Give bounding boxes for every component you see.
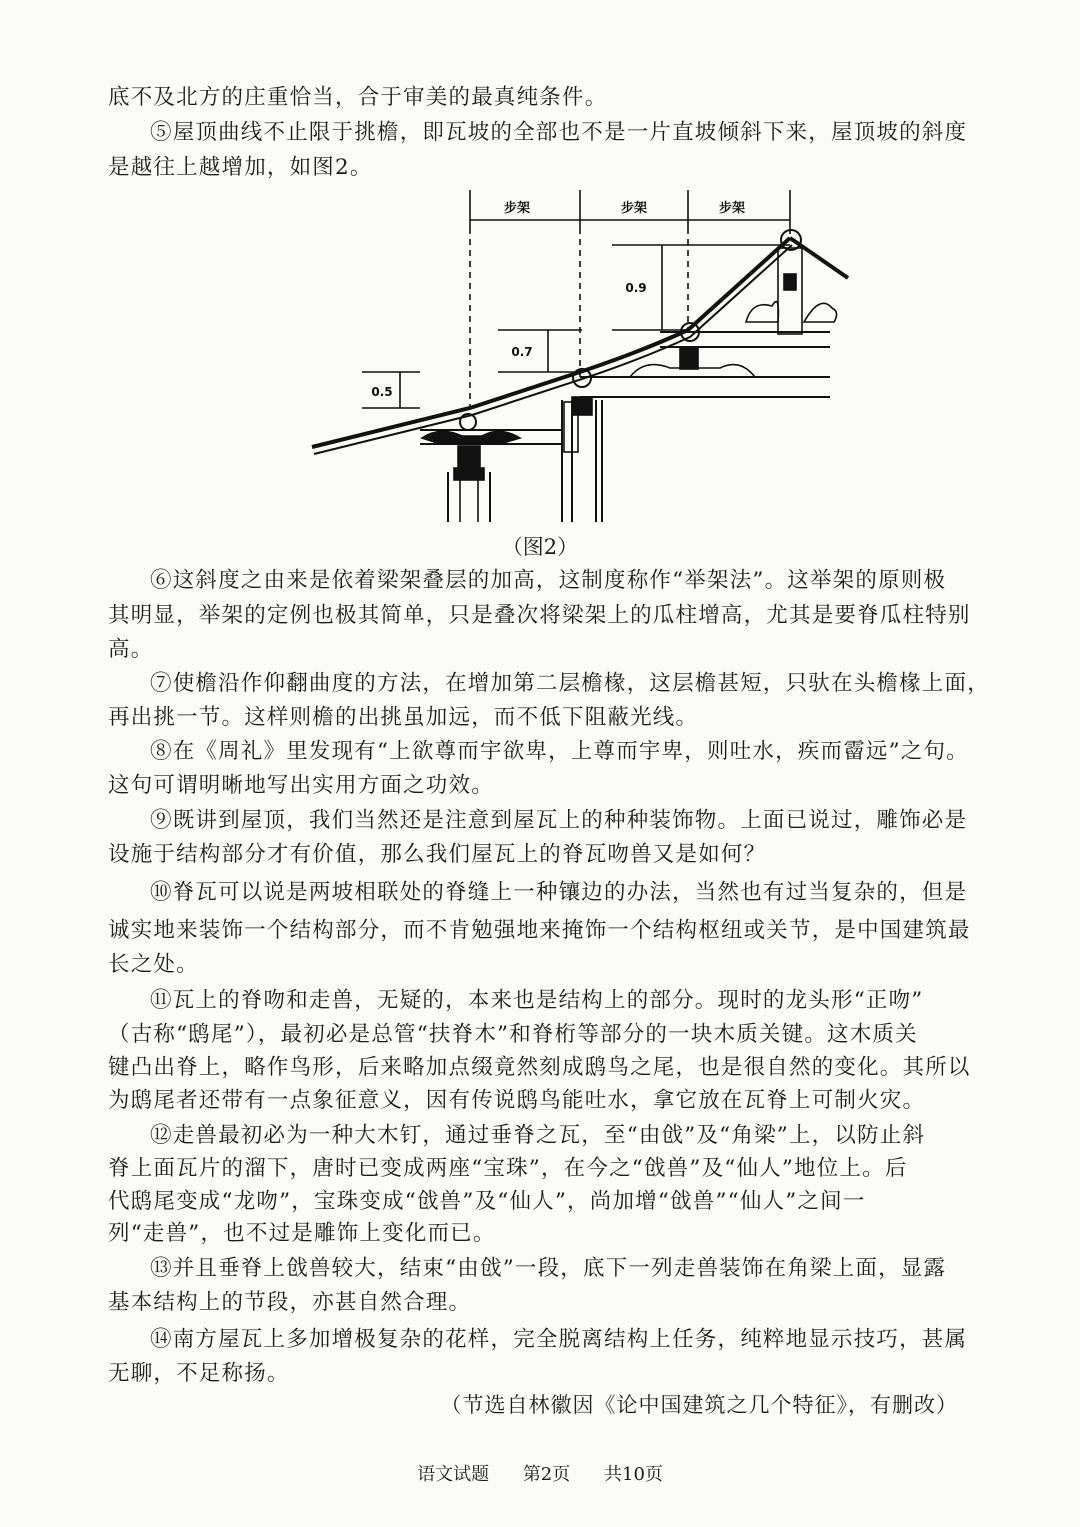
paragraph-12-line-3: 代鸱尾变成“龙吻”，宝珠变成“戗兽”及“仙人”，尚加增“戗兽”“仙人”之间一 <box>108 1189 866 1214</box>
paragraph-11-line-1: ⑪瓦上的脊吻和走兽，无疑的，本来也是结构上的部分。现时的龙头形“正吻” <box>150 988 924 1013</box>
paragraph-10-line-3: 长之处。 <box>108 952 199 977</box>
footer-total-pages: 共10页 <box>604 1464 663 1485</box>
paragraph-13-line-2: 基本结构上的节段，亦甚自然合理。 <box>108 1290 472 1315</box>
rise-label-0-7: 0.7 <box>511 345 533 359</box>
text-line: 底不及北方的庄重恰当，合于审美的最真纯条件。 <box>108 85 608 110</box>
paragraph-8-line-1: ⑧在《周礼》里发现有“上欲尊而宇欲卑，上尊而宇卑，则吐水，疾而霤远”之句。 <box>150 739 969 764</box>
paragraph-12-line-2: 脊上面瓦片的溜下，唐时已变成两座“宝珠”，在今之“戗兽”及“仙人”地位上。后 <box>108 1156 908 1181</box>
paragraph-7-line-1: ⑦使檐沿作仰翻曲度的方法，在增加第二层檐椽，这层檐甚短，只驮在头檐椽上面， <box>150 671 990 696</box>
paragraph-6-line-2: 其明显，举架的定例也极其简单，只是叠次将梁架上的瓜柱增高，尤其是要脊瓜柱特别 <box>108 603 971 628</box>
paragraph-9-line-1: ⑨既讲到屋顶，我们当然还是注意到屋瓦上的种种装饰物。上面已说过，雕饰必是 <box>150 808 968 833</box>
rise-label-0-9: 0.9 <box>625 281 647 295</box>
footer-subject: 语文试题 <box>417 1464 490 1485</box>
paragraph-10-line-1: ⑩脊瓦可以说是两坡相联处的脊缝上一种镶边的办法，当然也有过当复杂的，但是 <box>150 880 968 905</box>
paragraph-14-line-1: ⑭南方屋瓦上多加增极复杂的花样，完全脱离结构上任务，纯粹地显示技巧，甚属 <box>150 1327 968 1352</box>
source-citation: （节选自林徽因《论中国建筑之几个特征》，有删改） <box>440 1393 958 1417</box>
paragraph-12-line-1: ⑫走兽最初必为一种大木钉，通过垂脊之瓦，至“由戗”及“角梁”上，以防止斜 <box>150 1123 926 1148</box>
paragraph-12-line-4: 列“走兽”，也不过是雕饰上变化而已。 <box>108 1221 496 1246</box>
paragraph-5-line-1: ⑤屋顶曲线不止限于挑檐，即瓦坡的全部也不是一片直坡倾斜下来，屋顶坡的斜度 <box>150 120 968 145</box>
paragraph-11-line-2: （古称“鸱尾”），最初必是总管“扶脊木”和脊桁等部分的一块木质关键。这木质关 <box>108 1022 918 1047</box>
paragraph-7-line-2: 再出挑一节。这样则檐的出挑虽加远，而不低下阻蔽光线。 <box>108 705 699 730</box>
roof-structure-diagram <box>300 182 860 527</box>
paragraph-13-line-1: ⑬并且垂脊上戗兽较大，结束“由戗”一段，底下一列走兽装饰在角梁上面，显露 <box>150 1256 947 1281</box>
figure-caption: （图2） <box>501 535 579 559</box>
rise-label-0-5: 0.5 <box>371 385 393 399</box>
paragraph-5-line-2: 是越往上越增加，如图2。 <box>108 155 373 180</box>
bujia-label-3: 步架 <box>718 201 746 216</box>
bujia-label-1: 步架 <box>503 201 531 216</box>
footer-page-number: 第2页 <box>522 1464 571 1485</box>
paragraph-10-line-2: 诚实地来装饰一个结构部分，而不肯勉强地来掩饰一个结构枢纽或关节，是中国建筑最 <box>108 918 971 943</box>
paragraph-6-line-3: 高。 <box>108 637 154 662</box>
page-footer <box>0 1462 1080 1488</box>
paragraph-9-line-2: 设施于结构部分才有价值，那么我们屋瓦上的脊瓦吻兽又是如何？ <box>108 842 767 867</box>
paragraph-8-line-2: 这句可谓明晰地写出实用方面之功效。 <box>108 773 494 798</box>
bujia-label-2: 步架 <box>620 201 648 216</box>
paragraph-11-line-3: 键凸出脊上，略作鸟形，后来略加点缀竟然刻成鸱鸟之尾，也是很自然的变化。其所以 <box>108 1055 971 1080</box>
paragraph-11-line-4: 为鸱尾者还带有一点象征意义，因有传说鸱鸟能吐水，拿它放在瓦脊上可制火灾。 <box>108 1088 926 1113</box>
paragraph-14-line-2: 无聊，不足称扬。 <box>108 1361 290 1386</box>
paragraph-6-line-1: ⑥这斜度之由来是依着梁架叠层的加高，这制度称作“举架法”。这举架的原则极 <box>150 568 947 593</box>
